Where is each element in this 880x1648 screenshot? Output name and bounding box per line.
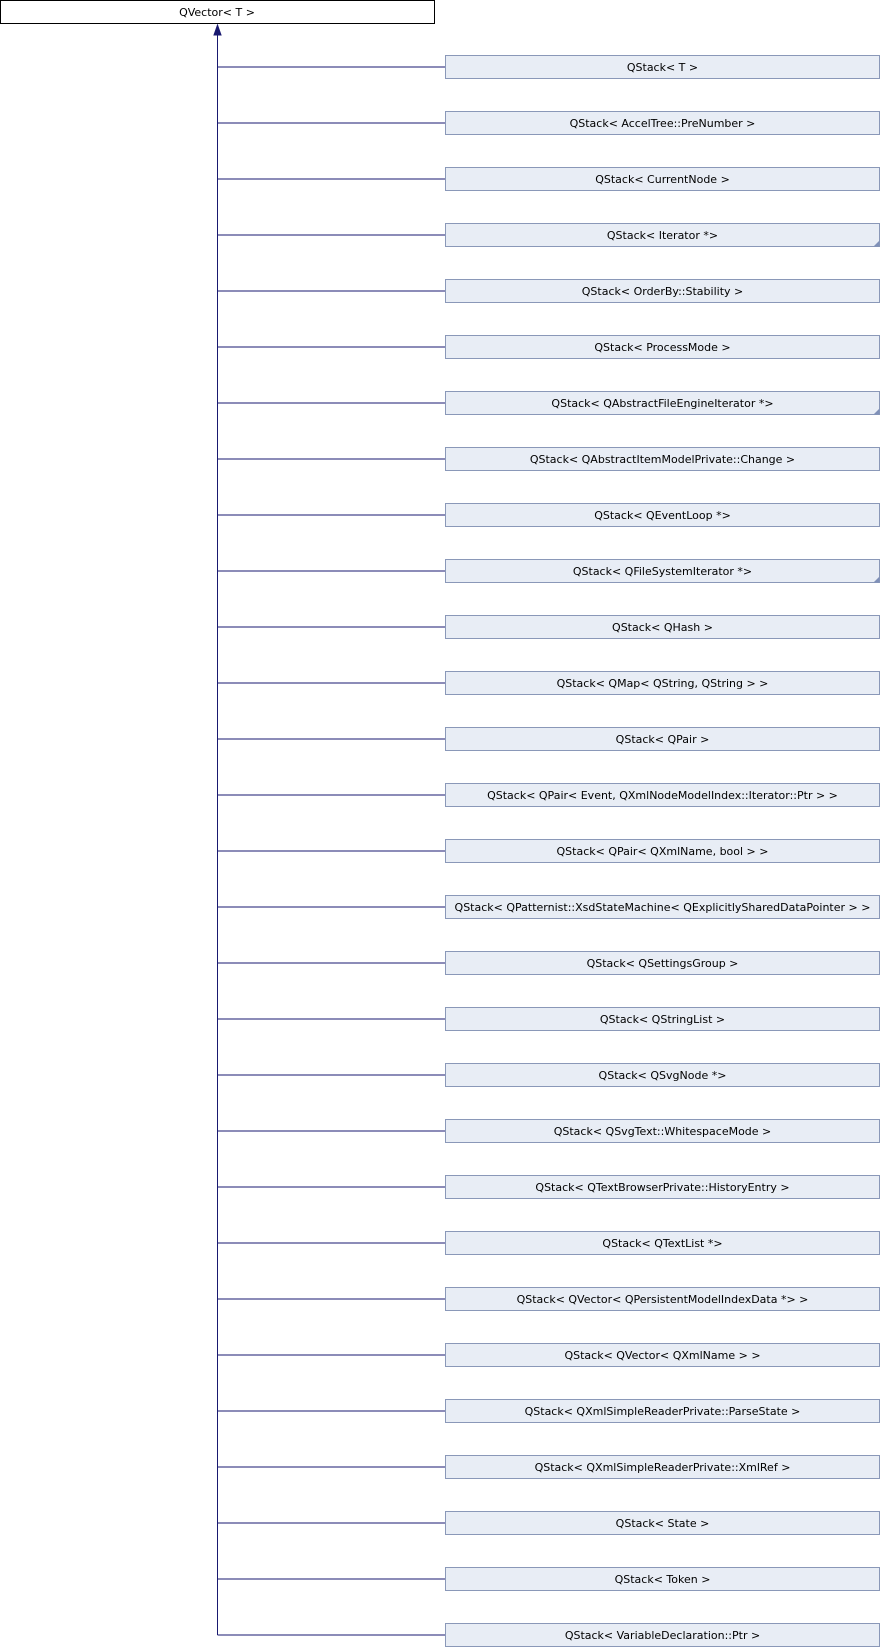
derived-class-nodes — [446, 56, 880, 1647]
derived-class-node[interactable] — [446, 672, 880, 695]
derived-class-label: QStack< QStringList > — [599, 1013, 726, 1026]
derived-class-node[interactable] — [446, 112, 880, 135]
derived-class-label: QStack< QTextList *> — [602, 1237, 723, 1250]
derived-class-label: QStack< Iterator *> — [606, 229, 719, 242]
derived-class-node[interactable] — [446, 1400, 880, 1423]
derived-class-node[interactable] — [446, 952, 880, 975]
derived-class-label: QStack< QSvgNode *> — [598, 1069, 727, 1082]
derived-class-label: QStack< QPair< QXmlName, bool > > — [556, 845, 769, 858]
derived-class-label: QStack< ProcessMode > — [594, 341, 731, 354]
derived-class-label: QStack< QVector< QXmlName > > — [564, 1349, 761, 1362]
derived-class-node[interactable] — [446, 1232, 880, 1255]
derived-class-node[interactable] — [446, 1176, 880, 1199]
derived-class-node[interactable] — [446, 1288, 880, 1311]
derived-class-node[interactable] — [446, 1512, 880, 1535]
derived-class-label: QStack< OrderBy::Stability > — [581, 285, 744, 298]
base-class-label: QVector< T > — [179, 6, 255, 19]
derived-class-label: QStack< QMap< QString, QString > > — [556, 677, 769, 690]
derived-class-node[interactable] — [446, 392, 880, 415]
derived-class-label: QStack< QFileSystemIterator *> — [572, 565, 753, 578]
derived-class-label: QStack< VariableDeclaration::Ptr > — [564, 1629, 761, 1642]
derived-class-node[interactable] — [446, 1568, 880, 1591]
derived-class-node[interactable] — [446, 336, 880, 359]
derived-class-node[interactable] — [446, 896, 880, 919]
derived-class-label: QStack< QVector< QPersistentModelIndexData *> > — [516, 1293, 809, 1306]
derived-class-node[interactable] — [446, 224, 880, 247]
derived-class-node[interactable] — [446, 1120, 880, 1143]
derived-class-node[interactable] — [446, 448, 880, 471]
derived-class-label: QStack< QPair< Event, QXmlNodeModelIndex::Iterator::Ptr > > — [487, 789, 838, 802]
derived-class-label: QStack< QEventLoop *> — [594, 509, 731, 522]
derived-class-label: QStack< QSvgText::WhitespaceMode > — [553, 1125, 772, 1138]
derived-class-label: QStack< QSettingsGroup > — [586, 957, 739, 970]
derived-class-label: QStack< Token > — [614, 1573, 711, 1586]
derived-class-node[interactable] — [446, 168, 880, 191]
derived-class-label: QStack< AccelTree::PreNumber > — [569, 117, 756, 130]
derived-class-label: QStack< QAbstractItemModelPrivate::Change > — [529, 453, 796, 466]
derived-class-label: QStack< CurrentNode > — [595, 173, 730, 186]
derived-class-label: QStack< State > — [615, 1517, 710, 1530]
derived-class-node[interactable] — [446, 1008, 880, 1031]
derived-class-label: QStack< QAbstractFileEngineIterator *> — [551, 397, 774, 410]
derived-class-label: QStack< QPatternist::XsdStateMachine< QExplicitlySharedDataPointer > > — [454, 901, 871, 914]
derived-class-node[interactable] — [446, 1624, 880, 1647]
derived-class-label: QStack< QPair > — [615, 733, 710, 746]
derived-class-node[interactable] — [446, 1344, 880, 1367]
derived-class-node[interactable] — [446, 616, 880, 639]
derived-class-node[interactable] — [446, 1064, 880, 1087]
derived-class-node[interactable] — [446, 560, 880, 583]
derived-class-node[interactable] — [446, 728, 880, 751]
derived-class-label: QStack< QTextBrowserPrivate::HistoryEntry > — [535, 1181, 790, 1194]
derived-class-label: QStack< QXmlSimpleReaderPrivate::ParseState > — [524, 1405, 801, 1418]
derived-class-node[interactable] — [446, 784, 880, 807]
derived-class-node[interactable] — [446, 1456, 880, 1479]
derived-class-node[interactable] — [446, 504, 880, 527]
base-class-node[interactable] — [1, 1, 435, 24]
inheritance-edges — [214, 25, 446, 1635]
derived-class-node[interactable] — [446, 840, 880, 863]
derived-class-node[interactable] — [446, 56, 880, 79]
inheritance-arrowhead — [214, 25, 221, 35]
derived-class-node[interactable] — [446, 280, 880, 303]
derived-class-label: QStack< QHash > — [612, 621, 713, 634]
derived-class-label: QStack< QXmlSimpleReaderPrivate::XmlRef > — [534, 1461, 791, 1474]
derived-class-label: QStack< T > — [626, 61, 699, 74]
